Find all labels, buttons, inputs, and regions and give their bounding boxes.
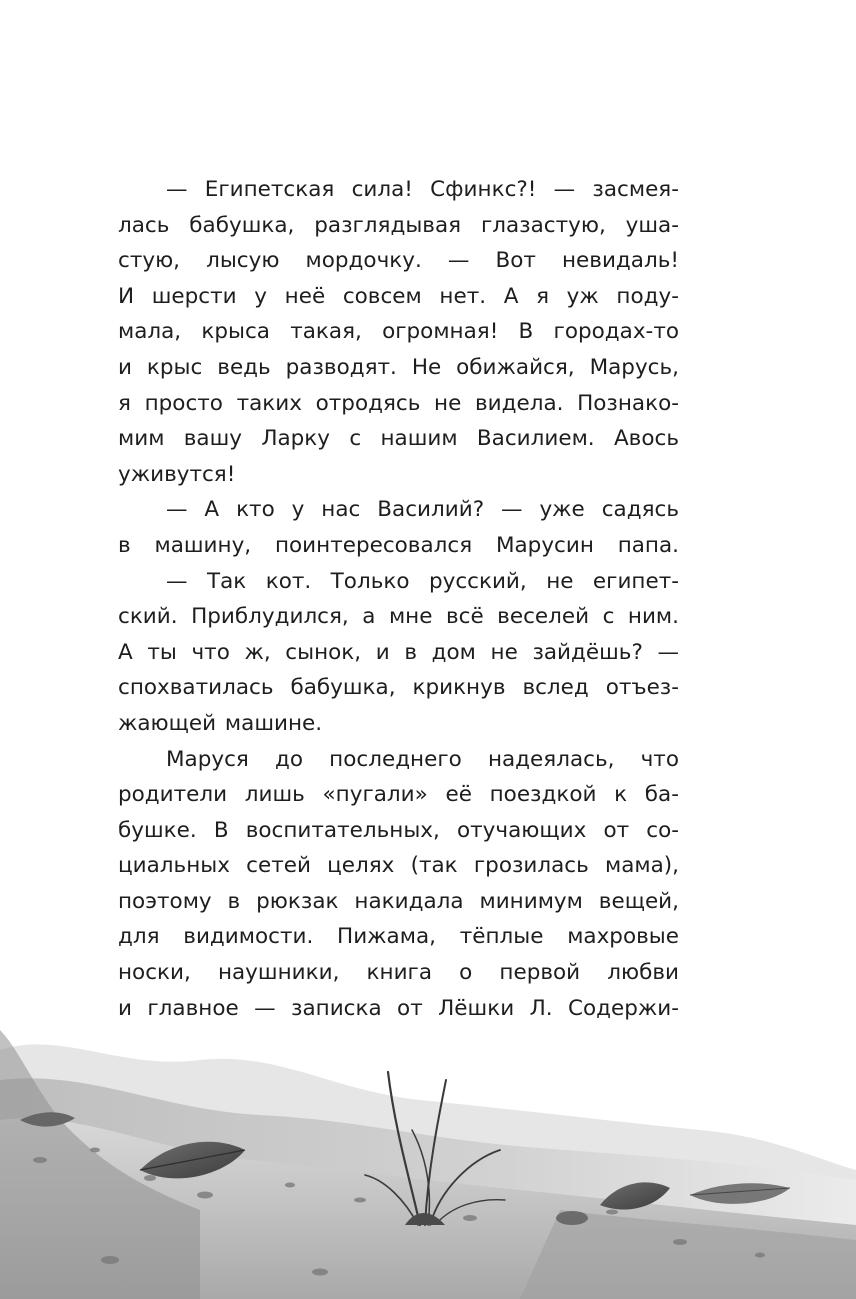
text-line: спохватилась бабушка, крикнув вслед отъез-: [118, 675, 679, 701]
text-line: уживутся!: [118, 461, 236, 487]
text-line: ский. Приблудился, а мне всё веселей с ним.: [118, 604, 679, 630]
text-line: я просто таких отродясь не видела. Познако-: [118, 390, 679, 416]
text-line: Маруся до последнего надеялась, что: [166, 746, 679, 772]
text-line: и главное — записка от Лёшки Л. Содержи-: [118, 995, 679, 1021]
text-line: И шерсти у неё совсем нет. А я уж поду-: [118, 283, 679, 309]
text-line: лась бабушка, разглядывая глазастую, уша-: [118, 212, 679, 238]
text-line: мим вашу Ларку с нашим Василием. Авось: [118, 426, 679, 452]
text-line: — Египетская сила! Сфинкс?! — засмея-: [166, 177, 679, 202]
text-line: стую, лысую мордочку. — Вот невидаль!: [118, 248, 679, 274]
ground-grass-illustration: [0, 1010, 856, 1299]
text-line: жающей машине.: [118, 710, 323, 736]
text-line: — Так кот. Только русский, не египет-: [166, 568, 679, 594]
text-line: мала, крыса такая, огромная! В городах-то: [118, 319, 679, 345]
text-line: для видимости. Пижама, тёплые махровые: [118, 924, 679, 950]
text-line: А ты что ж, сынок, и в дом не зайдёшь? —: [118, 639, 679, 665]
text-line: в машину, поинтересовался Марусин папа.: [118, 532, 679, 558]
text-line: циальных сетей целях (так грозилась мама),: [118, 853, 679, 879]
body-text: [118, 172, 679, 1026]
text-line: поэтому в рюкзак накидала минимум вещей,: [118, 888, 679, 914]
text-line: носки, наушники, книга о первой любви: [118, 960, 679, 986]
text-line: бушке. В воспитательных, отучающих от со-: [118, 817, 679, 843]
text-line: и крыс ведь разводят. Не обижайся, Марусь,: [118, 354, 679, 380]
text-line: родители лишь «пугали» её поездкой к ба-: [118, 782, 679, 808]
text-line: — А кто у нас Василий? — уже садясь: [166, 497, 679, 523]
